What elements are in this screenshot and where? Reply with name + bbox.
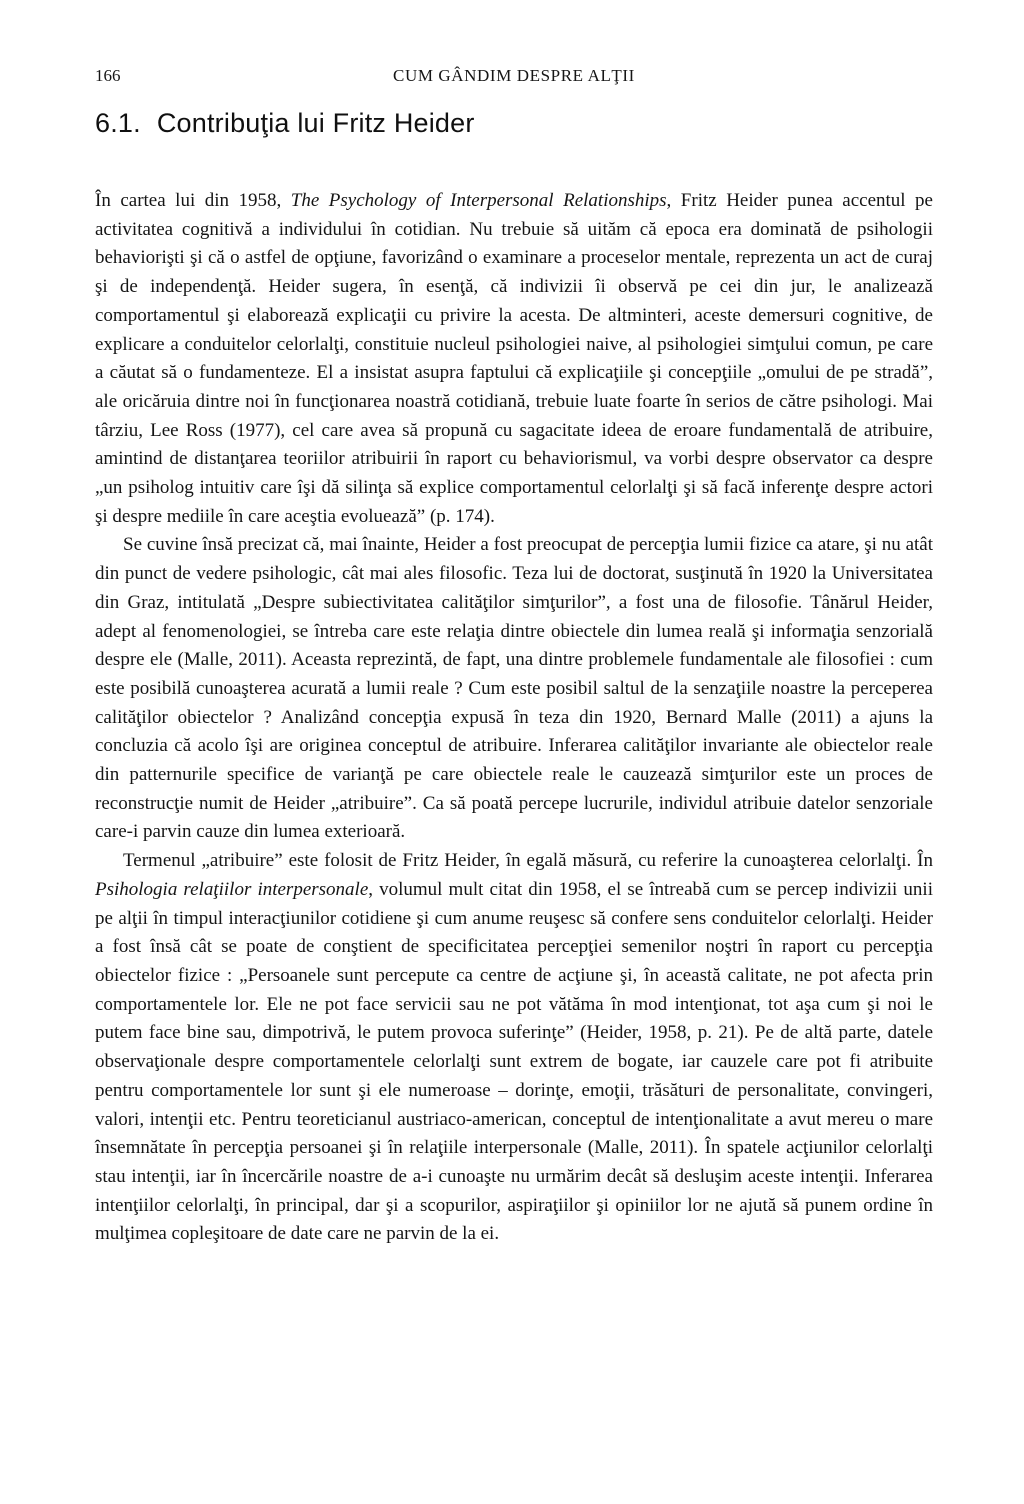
- book-title-italic: The Psychology of Interpersonal Relationships: [290, 190, 667, 211]
- section-title: Contribuţia lui Fritz Heider: [156, 108, 475, 138]
- paragraph-3: [95, 847, 933, 1249]
- book-title-italic: Psihologia relaţiilor interpersonale: [95, 878, 369, 900]
- page-header: [95, 66, 933, 90]
- paragraph-2: [95, 531, 933, 847]
- text-segment: În cartea lui din 1958,: [95, 190, 291, 211]
- running-title: CUM GÂNDIM DESPRE ALŢII: [393, 66, 635, 85]
- section-heading: [95, 108, 933, 139]
- paragraph-1: [95, 187, 933, 531]
- text-segment: Se cuvine însă precizat că, mai înainte, Heider a fost preocupat de percepţia lumii fizice ca atare, şi nu atât din punct de vedere psihologic, cât mai ales filosofic. Teza lui de doctorat, susţinută în 1920 la Universitatea din Graz, intitulată „Despre subiectivitatea calităţilor simţurilor”, a fost una de filosofie. Tânărul Heider, adept al fenomenologiei, se întreba care este relaţia dintre obiectele din lumea reală şi informaţia senzorială despre ele (Malle, 2011). Aceasta reprezintă, de fapt, una dintre problemele fundamentale ale filosofiei : cum este posibilă cunoaşterea acurată a lumii reale ? Cum este posibil saltul de la senzaţiile noastre la perceperea calităţilor obiectelor ? Analizând concepţia expusă în teza din 1920, Bernard Malle (2011) a ajuns la concluzia că acolo îşi are originea conceptul de atribuire. Inferarea calităţilor invariante ale obiectelor reale din patternurile specifice de varianţă pe care obiectele reale le cauzează simţurilor este un proces de reconstrucţie numit de Heider „atribuire”. Ca să poată percepe lucrurile, individul atribuie datelor senzoriale care-i parvin cauze din lumea exterioară.: [95, 534, 933, 843]
- text-segment: , Fritz Heider punea accentul pe activitatea cognitivă a individului în cotidian. Nu trebuie să uităm că epoca era dominată de psihologii behaviorişti şi că o astfel de opţiune, favorizând o examinare a proceselor mentale, reprezenta un act de curaj şi de independenţă. Heider sugera, în esenţă, că indivizii îi observă pe cei din jur, le analizează comportamentul şi elaborează explicaţii cu privire la acesta. De altminteri, aceste demersuri cognitive, de explicare a conduitelor celorlalţi, constituie nucleul psihologiei naive, al psihologiei simţului comun, pe care a căutat să o fundamenteze. El a insistat asupra faptului că explicaţiile şi concepţiile „omului de pe stradă”, ale oricăruia dintre noi în funcţionarea noastră cotidiană, trebuie luate foarte în serios de către psihologi. Mai târziu, Lee Ross (1977), cel care avea să propună cu sagacitate ideea de eroare fundamentală de atribuire, amintind de distanţarea teoriilor atribuirii în raport cu behaviorismul, va vorbi despre observator ca despre „un psiholog intuitiv care îşi dă silinţa să explice comportamentul celorlalţi şi să facă inferenţe despre actori şi despre mediile în care aceştia evoluează” (p. 174).: [95, 190, 933, 527]
- text-segment: , volumul mult citat din 1958, el se întreabă cum se percep indivizii unii pe alţii în timpul interacţiunilor cotidiene şi cum anume reuşesc să confere sens conduitelor celorlalţi. Heider a fost însă cât se poate de conştient de specificitatea percepţiei semenilor noştri în raport cu percepţia obiectelor fizice : „Persoanele sunt percepute ca centre de acţiune şi, în această calitate, ne pot afecta prin comportamentele lor. Ele ne pot face servicii sau ne pot vătăma în mod intenţionat, tot aşa cum şi noi le putem face bine sau, dimpotrivă, le putem provoca suferinţe” (Heider, 1958, p. 21). Pe de altă parte, datele observaţionale despre comportamentele celorlalţi sunt extrem de bogate, iar cauzele care pot fi atribuite pentru comportamentele lor sunt şi ele numeroase – dorinţe, emoţii, trăsături de personalitate, convingeri, valori, intenţii etc. Pentru teoreticianul austriaco-american, conceptul de intenţionalitate a avut mereu o mare însemnătate în percepţia persoanei şi în relaţiile interpersonale (Malle, 2011). În spatele acţiunilor celorlalţi stau intenţii, iar în încercările noastre de a-i cunoaşte nu urmărim decât să desluşim aceste intenţii. Inferarea intenţiilor celorlalţi, în principal, dar şi a scopurilor, aspiraţiilor şi opiniilor lor ne ajută să punem ordine în mulţimea copleşitoare de date care ne parvin de la ei.: [95, 878, 933, 1245]
- section-number: 6.1.: [95, 108, 141, 138]
- page-number: 166: [95, 66, 121, 85]
- body-text: [95, 187, 933, 1249]
- text-segment: Termenul „atribuire” este folosit de Fritz Heider, în egală măsură, cu referire la cunoaşterea celorlalţi. În: [123, 850, 933, 872]
